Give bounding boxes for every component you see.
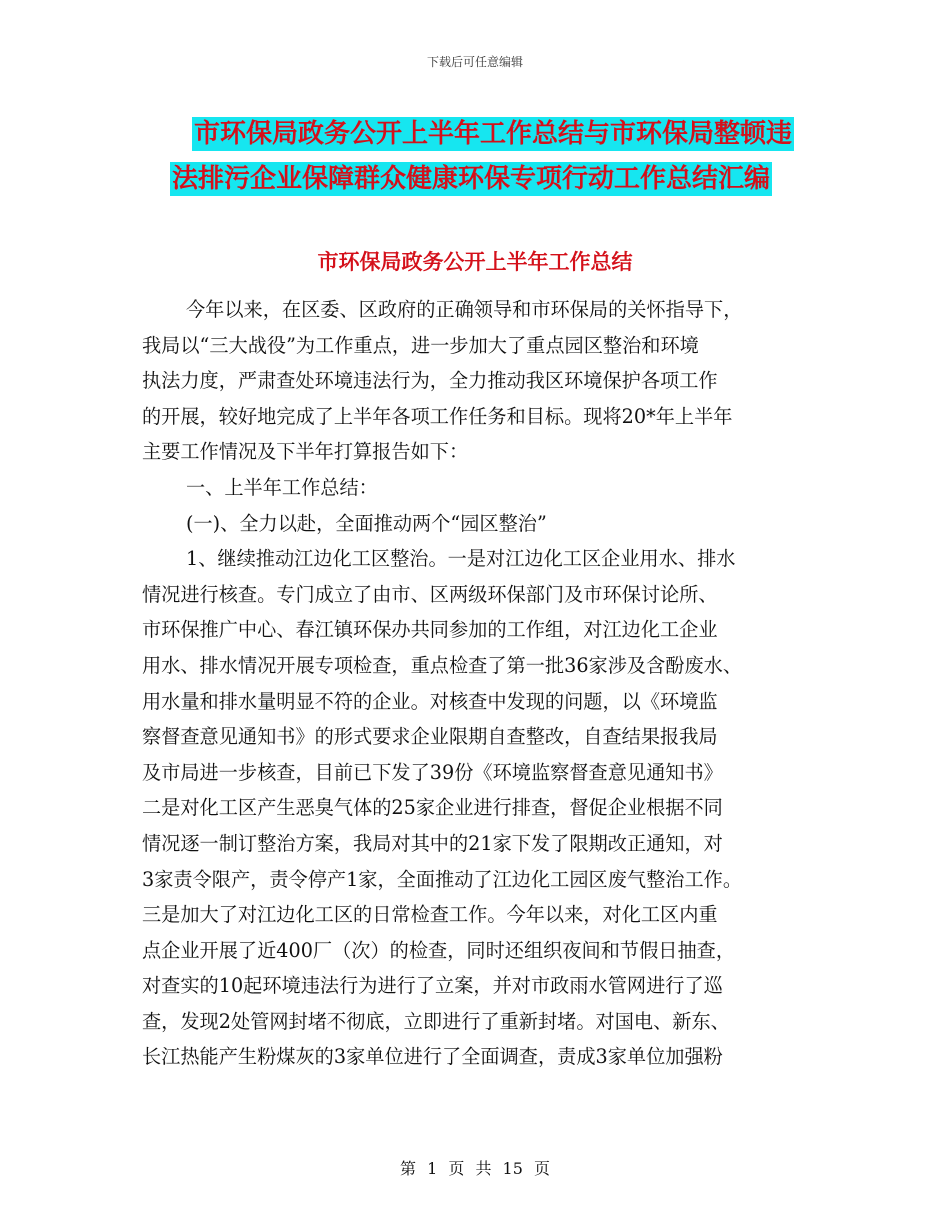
paragraph-line: 我局以“三大战役”为工作重点，进一步加大了重点园区整治和环境: [142, 333, 699, 357]
paragraph-line: 用水、排水情况开展专项检查，重点检查了第一批36家涉及含酚废水、: [142, 653, 743, 677]
document-title-line-1: 市环保局政务公开上半年工作总结与市环保局整顿违: [194, 119, 793, 149]
paragraph-line: 情况进行核查。专门成立了由市、区两级环保部门及市环保讨论所、: [142, 582, 718, 606]
paragraph-line: 1、继续推动江边化工区整治。一是对江边化工区企业用水、排水: [186, 547, 736, 571]
paragraph-line: 3家责令限产，责令停产1家，全面推动了江边化工园区废气整治工作。: [142, 867, 743, 891]
paragraph-line: 长江热能产生粉煤灰的3家单位进行了全面调查，责成3家单位加强粉: [142, 1045, 723, 1069]
paragraph-line: 及市局进一步核查，目前已下发了39份《环境监察督查意见通知书》: [142, 760, 723, 784]
heading-line: (一)、全力以赴，全面推动两个“园区整治”: [186, 511, 547, 535]
document-title: [160, 112, 860, 202]
header-note: 下载后可任意编辑: [426, 55, 523, 69]
paragraph-line: 执法力度，严肃查处环境违法行为，全力推动我区环境保护各项工作: [142, 369, 718, 393]
paragraph-line: 查，发现2处管网封堵不彻底，立即进行了重新封堵。对国电、新东、: [142, 1009, 730, 1033]
paragraph-line: 主要工作情况及下半年打算报告如下：: [142, 440, 469, 464]
paragraph-line: 对查实的10起环境违法行为进行了立案，并对市政雨水管网进行了巡: [142, 974, 723, 998]
paragraph-line: 二是对化工区产生恶臭气体的25家企业进行排查，督促企业根据不同: [142, 796, 723, 820]
paragraph-line: 情况逐一制订整治方案，我局对其中的21家下发了限期改正通知，对: [142, 831, 723, 855]
paragraph-line: 的开展，较好地完成了上半年各项工作任务和目标。现将20*年上半年: [142, 404, 733, 428]
heading-line: 一、上半年工作总结：: [186, 475, 378, 499]
paragraph-line: 市环保推广中心、春江镇环保办共同参加的工作组，对江边化工企业: [142, 618, 718, 642]
paragraph-line: 今年以来，在区委、区政府的正确领导和市环保局的关怀指导下，: [186, 298, 743, 321]
paragraph-line: 三是加大了对江边化工区的日常检查工作。今年以来，对化工区内重: [142, 903, 718, 927]
paragraph-line: 用水量和排水量明显不符的企业。对核查中发现的问题，以《环境监: [142, 689, 718, 713]
document-title-line-2: 法排污企业保障群众健康环保专项行动工作总结汇编: [172, 164, 771, 194]
page-number-footer: 第 1 页 共 15 页: [400, 1159, 550, 1178]
paragraph-line: 察督查意见通知书》的形式要求企业限期自查整改，自查结果报我局: [142, 725, 718, 749]
section-title: 市环保局政务公开上半年工作总结: [317, 250, 633, 274]
body-text: [142, 292, 817, 1075]
paragraph-line: 点企业开展了近400厂（次）的检查，同时还组织夜间和节假日抽查，: [142, 938, 736, 962]
